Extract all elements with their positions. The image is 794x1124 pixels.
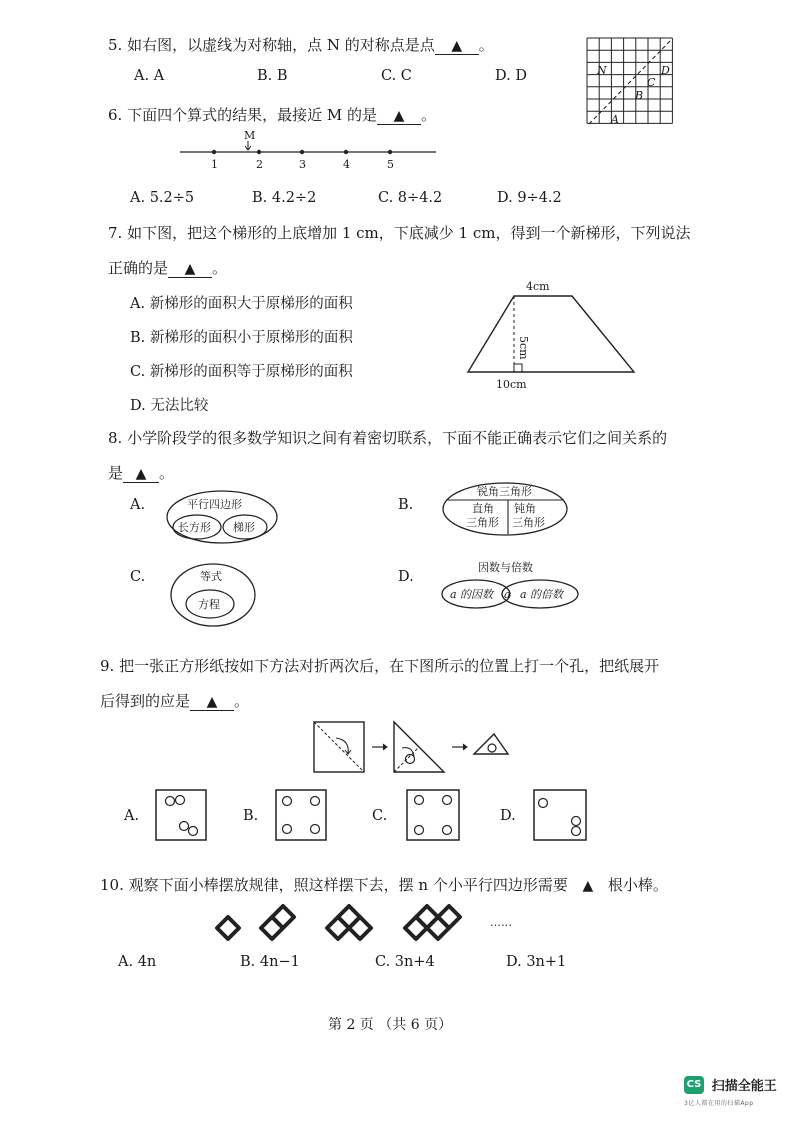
q8b-right-label-2: 三角形	[466, 516, 499, 529]
q10-option-c: C. 3n+4	[375, 954, 435, 970]
q6-tick-4: 4	[343, 158, 350, 171]
q8c-equation-inner-label: 方程	[198, 598, 220, 611]
q8-label-d: D.	[398, 569, 414, 585]
q10-stick-rhombus	[427, 917, 449, 939]
q6-text: 6. 下面四个算式的结果，最接近 M 的是	[108, 106, 377, 124]
q10-answer-blank: ▲	[582, 878, 594, 894]
q9-answer-blank: ▲	[190, 692, 234, 711]
q6-option-d: D. 9÷4.2	[497, 190, 562, 206]
q9-label-a: A.	[124, 808, 140, 824]
q6-number-line	[178, 128, 438, 172]
watermark-app-name: 扫描全能王	[711, 1079, 777, 1094]
q8-diagram-c	[168, 562, 258, 630]
q10-stem: 10. 观察下面小棒摆放规律，照这样摆下去，摆 n 个小平行四边形需要 ▲ 根小棒。	[100, 876, 668, 894]
q8a-rectangle-label: 长方形	[178, 521, 211, 534]
q8d-multiples-label: a 的倍数	[520, 588, 564, 601]
q8b-right-label-1: 直角	[472, 502, 494, 515]
q8-label-c: C.	[130, 569, 146, 585]
q7-option-b: B. 新梯形的面积小于原梯形的面积	[130, 330, 353, 346]
q8d-factors-label: a 的因数	[450, 588, 494, 601]
q9-option-d-figure	[532, 788, 588, 842]
q5-grid-figure	[585, 36, 675, 128]
q5-option-b: B. B	[257, 68, 288, 84]
watermark-tagline: 3亿人都在用的扫描App	[684, 1100, 754, 1107]
q8-diagram-a	[165, 488, 280, 548]
q8d-overlap-label: a	[504, 588, 511, 601]
q10-stick-rhombus	[327, 917, 349, 939]
scanner-watermark	[684, 1075, 777, 1094]
q8-stem-line2: 是 ▲ 。	[108, 464, 175, 482]
q10-stick-rhombus	[217, 917, 239, 939]
q5-option-d: D. D	[495, 68, 527, 84]
q8b-obtuse-label-2: 三角形	[512, 516, 545, 529]
q6-tick-5: 5	[387, 158, 394, 171]
q6-tick-dot	[212, 150, 216, 154]
q9-option-a-figure	[154, 788, 208, 842]
q7-option-a: A. 新梯形的面积大于原梯形的面积	[130, 296, 353, 312]
q10-ellipsis: ……	[490, 916, 512, 929]
q8c-equation-outer-label: 等式	[200, 570, 222, 583]
q7-stem-line2: 正确的是 ▲ 。	[108, 259, 228, 277]
q6-option-b: B. 4.2÷2	[252, 190, 317, 206]
q7-bottom-base-label: 10cm	[496, 378, 527, 391]
q6-option-c: C. 8÷4.2	[378, 190, 443, 206]
q7-option-c: C. 新梯形的面积等于原梯形的面积	[130, 364, 353, 380]
q10-stick-pattern	[208, 900, 528, 948]
q10-stick-rhombus	[405, 917, 427, 939]
q5-point-c: C	[647, 76, 656, 89]
q8-label-b: B.	[398, 497, 414, 513]
q6-option-a: A. 5.2÷5	[130, 190, 195, 206]
q6-tick-2: 2	[256, 158, 263, 171]
q6-tick-3: 3	[299, 158, 306, 171]
q5-text: 5. 如右图，以虚线为对称轴，点 N 的对称点是点	[108, 36, 435, 54]
q8-diagram-d	[440, 560, 580, 612]
q9-label-d: D.	[500, 808, 516, 824]
q8-diagram-b	[440, 480, 570, 538]
q10-stick-rhombus	[272, 906, 294, 928]
q10-stick-rhombus	[349, 917, 371, 939]
q6-answer-blank: ▲	[377, 106, 421, 125]
q7-stem-line1: 7. 如下图，把这个梯形的上底增加 1 cm，下底减少 1 cm，得到一个新梯形，下列说法	[108, 224, 691, 242]
q9-option-c-figure	[405, 788, 461, 842]
q8a-trapezoid-label: 梯形	[233, 521, 255, 534]
q10-stick-rhombus	[438, 906, 460, 928]
q8a-outer-label: 平行四边形	[187, 498, 242, 511]
q6-tick-dot	[344, 150, 348, 154]
q9-label-b: B.	[243, 808, 259, 824]
q8-label-a: A.	[130, 497, 146, 513]
q8-answer-blank: ▲	[123, 464, 159, 483]
q6-stem: 6. 下面四个算式的结果，最接近 M 的是 ▲ 。	[108, 106, 436, 124]
q9-stem-line1: 9. 把一张正方形纸按如下方法对折两次后，在下图所示的位置上打一个孔，把纸展开	[100, 657, 660, 675]
q5-answer-blank: ▲	[435, 36, 479, 55]
q5-point-b: B	[635, 89, 644, 102]
q5-point-d: D	[661, 64, 670, 77]
q5-option-a: A. A	[134, 68, 165, 84]
q5-point-a: A	[611, 113, 619, 126]
q10-option-a: A. 4n	[118, 954, 157, 970]
q9-folding-diagram	[310, 718, 510, 778]
q10-stick-rhombus	[261, 917, 283, 939]
q10-stick-rhombus	[338, 906, 360, 928]
q10-stick-rhombus	[416, 906, 438, 928]
q6-tick-1: 1	[211, 158, 218, 171]
q6-tick-dot	[257, 150, 261, 154]
q10-option-b: B. 4n−1	[240, 954, 300, 970]
q8-stem-line1: 8. 小学阶段学的很多数学知识之间有着密切联系，下面不能正确表示它们之间关系的	[108, 429, 668, 447]
q6-tick-dot	[300, 150, 304, 154]
q6-tick-dot	[388, 150, 392, 154]
q8b-acute-label: 锐角三角形	[477, 485, 532, 498]
q10-option-d: D. 3n+1	[506, 954, 567, 970]
q5-point-n: N	[597, 64, 607, 77]
q7-option-d: D. 无法比较	[130, 398, 209, 414]
camscanner-logo-icon: CS	[684, 1076, 704, 1094]
q5-option-c: C. C	[381, 68, 412, 84]
q9-label-c: C.	[372, 808, 388, 824]
q8b-obtuse-label-1: 钝角	[514, 502, 536, 515]
q9-option-b-figure	[274, 788, 328, 842]
q5-stem: 5. 如右图，以虚线为对称轴，点 N 的对称点是点 ▲ 。	[108, 36, 494, 54]
q7-height-label: 5cm	[517, 336, 530, 360]
q7-answer-blank: ▲	[168, 259, 212, 278]
page-footer: 第 2 页 （共 6 页）	[328, 1017, 453, 1033]
q7-top-base-label: 4cm	[526, 280, 550, 293]
q7-trapezoid-figure	[462, 278, 642, 393]
q6-marker-m: M	[244, 129, 256, 142]
q9-stem-line2: 后得到的应是 ▲ 。	[100, 692, 250, 710]
q8d-title: 因数与倍数	[478, 561, 533, 574]
